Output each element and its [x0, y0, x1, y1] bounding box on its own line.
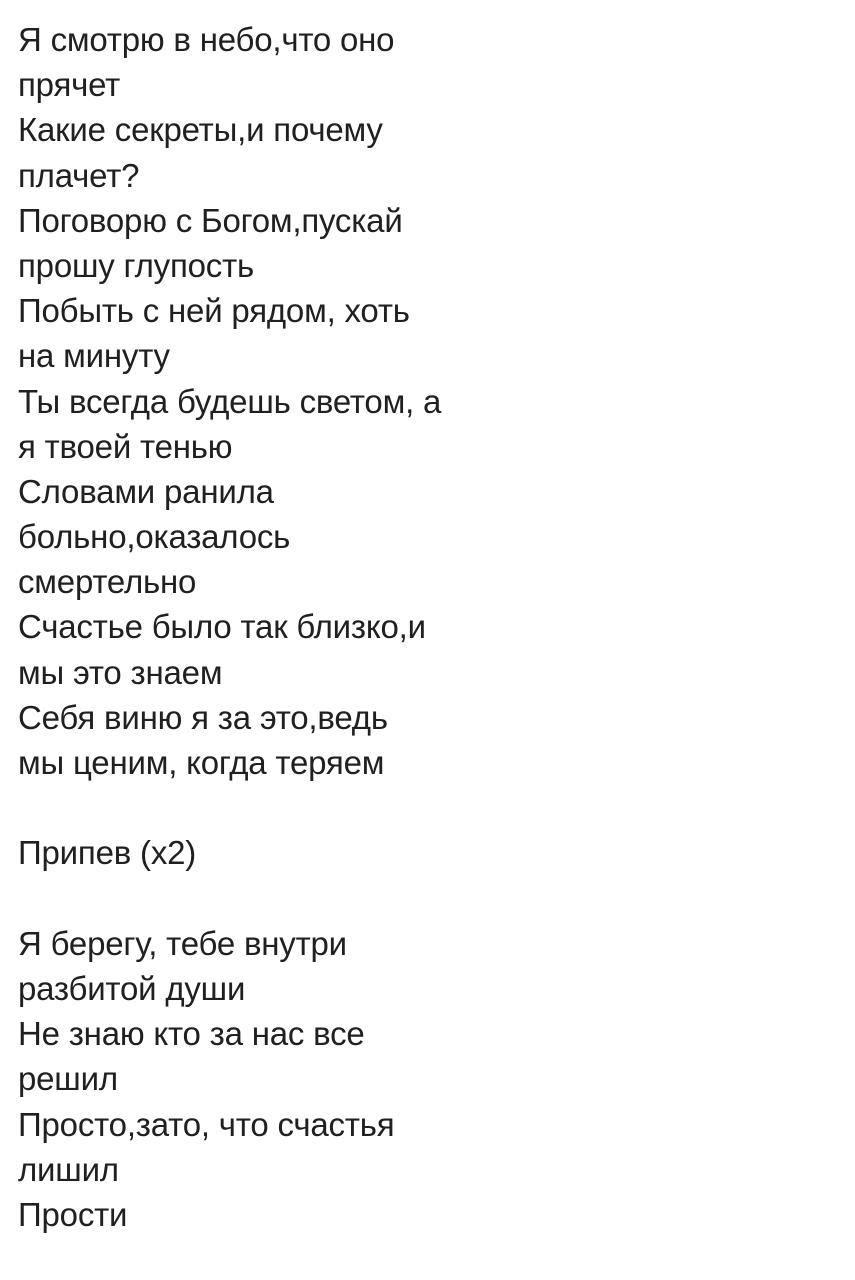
- lyric-line: плачет?: [18, 156, 140, 194]
- lyric-line: Словами ранила: [18, 472, 274, 510]
- lyric-line: я твоей тенью: [18, 427, 233, 465]
- lyric-line: Ты всегда будешь светом, а: [18, 382, 442, 420]
- lyric-line: смертельно: [18, 563, 197, 601]
- lyric-line: Какие секреты,и почему: [18, 111, 383, 149]
- lyric-line: разбитой души: [18, 969, 246, 1007]
- lyric-line: на минуту: [18, 337, 170, 375]
- stanza-gap: [18, 785, 855, 830]
- lyric-line: мы ценим, когда теряем: [18, 744, 385, 781]
- stanza-gap: [18, 876, 855, 921]
- lyric-line: Себя виню я за это,ведь: [18, 698, 388, 736]
- lyric-line: Счастье было так близко,и: [18, 608, 426, 646]
- lyric-line: Не знаю кто за нас все: [18, 1015, 365, 1053]
- lyric-line: Просто,зато, что счастья: [18, 1105, 395, 1143]
- lyric-line: Я берегу, тебе внутри: [18, 924, 347, 962]
- lyric-line: больно,оказалось: [18, 518, 291, 556]
- lyric-line: прошу глупость: [18, 246, 255, 284]
- lyric-line: Прости: [18, 1195, 128, 1233]
- lyric-line: лишил: [18, 1150, 119, 1188]
- lyric-line: мы это знаем: [18, 653, 223, 691]
- lyric-line: прячет: [18, 66, 121, 104]
- lyric-line: Я смотрю в небо,что оно: [18, 21, 395, 58]
- chorus-marker: Припев (х2): [18, 834, 197, 872]
- lyric-line: решил: [18, 1060, 118, 1098]
- lyric-line: Поговорю с Богом,пускай: [18, 201, 403, 239]
- lyric-line: Побыть с ней рядом, хоть: [18, 292, 410, 330]
